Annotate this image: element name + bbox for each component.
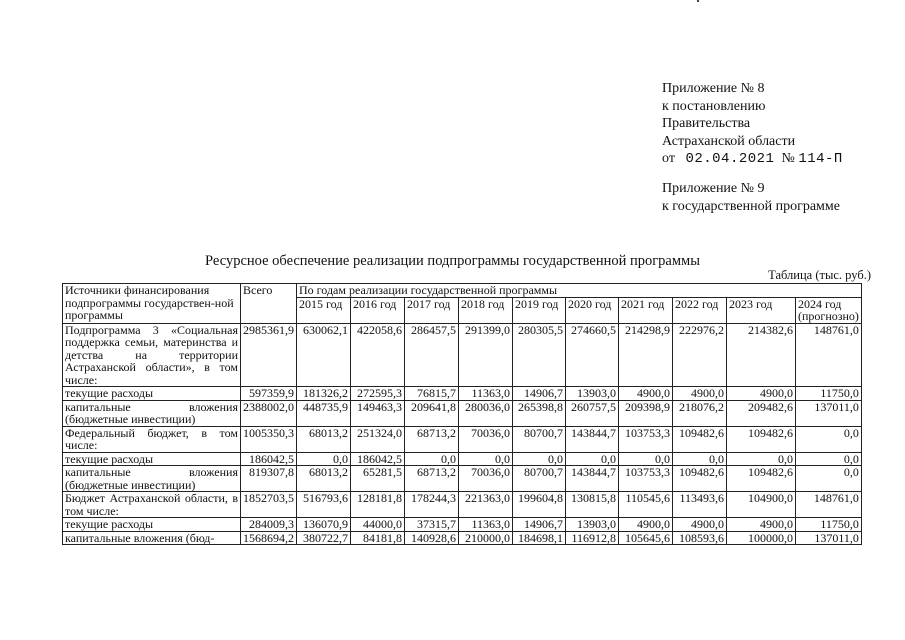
row-year-value: 100000,0: [727, 531, 796, 545]
header-year: 2024 год (прогнозно): [796, 297, 862, 323]
appendix-date: 02.04.2021: [685, 151, 775, 167]
row-year-value: 140928,6: [405, 531, 459, 545]
row-total: 2985361,9: [241, 323, 297, 387]
table-row: [63, 400, 862, 426]
row-total: 284009,3: [241, 518, 297, 532]
row-year-value: 37315,7: [405, 518, 459, 532]
row-year-value: 272595,3: [351, 387, 405, 401]
row-year-value: 130815,8: [566, 492, 619, 518]
row-year-value: 143844,7: [566, 466, 619, 492]
row-year-value: 181326,2: [297, 387, 351, 401]
table-row: [63, 387, 862, 401]
row-year-value: 422058,6: [351, 323, 405, 387]
row-year-value: 68713,2: [405, 426, 459, 452]
row-year-value: 0,0: [566, 452, 619, 466]
header-year: 2019 год: [513, 297, 566, 323]
row-year-value: 80700,7: [513, 466, 566, 492]
row-year-value: 104900,0: [727, 492, 796, 518]
header-year: 2021 год: [619, 297, 673, 323]
row-year-value: 68713,2: [405, 466, 459, 492]
row-source-label: текущие расходы: [63, 387, 241, 401]
row-total: 1005350,3: [241, 426, 297, 452]
row-year-value: 109482,6: [727, 426, 796, 452]
row-year-value: 11750,0: [796, 387, 862, 401]
table-row: [63, 426, 862, 452]
appendix-line-2: к постановлению: [662, 98, 766, 114]
header-year: 2020 год: [566, 297, 619, 323]
table-row: [63, 452, 862, 466]
row-year-value: 68013,2: [297, 426, 351, 452]
row-year-value: 199604,8: [513, 492, 566, 518]
row-year-value: 274660,5: [566, 323, 619, 387]
row-year-value: 218076,2: [673, 400, 727, 426]
row-total: 819307,8: [241, 466, 297, 492]
row-year-value: 11363,0: [459, 518, 513, 532]
row-year-value: 4900,0: [673, 387, 727, 401]
row-year-value: 103753,3: [619, 426, 673, 452]
appendix-number: 114-П: [798, 151, 843, 167]
row-source-label: текущие расходы: [63, 518, 241, 532]
row-year-value: 214382,6: [727, 323, 796, 387]
row-year-value: 137011,0: [796, 531, 862, 545]
date-prefix: от: [662, 151, 675, 166]
header-year: 2017 год: [405, 297, 459, 323]
row-year-value: 116912,8: [566, 531, 619, 545]
row-year-value: 0,0: [796, 426, 862, 452]
row-year-value: 14906,7: [513, 387, 566, 401]
resource-table: [62, 283, 862, 545]
row-year-value: 76815,7: [405, 387, 459, 401]
row-year-value: 13903,0: [566, 387, 619, 401]
header-year: 2022 год: [673, 297, 727, 323]
row-year-value: 210000,0: [459, 531, 513, 545]
row-year-value: 251324,0: [351, 426, 405, 452]
row-year-value: 103753,3: [619, 466, 673, 492]
row-year-value: 105645,6: [619, 531, 673, 545]
row-year-value: 84181,8: [351, 531, 405, 545]
row-year-value: 214298,9: [619, 323, 673, 387]
row-year-value: 209398,9: [619, 400, 673, 426]
row-year-value: 265398,8: [513, 400, 566, 426]
row-year-value: 113493,6: [673, 492, 727, 518]
row-year-value: 280305,5: [513, 323, 566, 387]
header-year: 2016 год: [351, 297, 405, 323]
appendix-line-4: Астраханской области: [662, 133, 796, 149]
table-row: [63, 466, 862, 492]
row-year-value: 143844,7: [566, 426, 619, 452]
appendix-line-1: Приложение № 8: [662, 81, 765, 96]
row-source-label: капитальные вложения (бюджетные инвестиции): [63, 466, 241, 492]
row-total: 1852703,5: [241, 492, 297, 518]
appendix2-line-2: к государственной программе: [662, 198, 840, 214]
row-year-value: 178244,3: [405, 492, 459, 518]
row-year-value: 14906,7: [513, 518, 566, 532]
row-year-value: 70036,0: [459, 426, 513, 452]
row-year-value: 80700,7: [513, 426, 566, 452]
row-year-value: 108593,6: [673, 531, 727, 545]
header-year: 2023 год: [727, 297, 796, 323]
row-year-value: 4900,0: [727, 387, 796, 401]
header-year: 2018 год: [459, 297, 513, 323]
row-total: 597359,9: [241, 387, 297, 401]
row-year-value: 148761,0: [796, 492, 862, 518]
table-caption: Таблица (тыс. руб.): [768, 268, 871, 282]
header-years-group: По годам реализации государственной программы: [297, 284, 862, 298]
row-year-value: 209641,8: [405, 400, 459, 426]
appendix-header: [662, 80, 843, 169]
row-year-value: 148761,0: [796, 323, 862, 387]
table-row: [63, 531, 862, 545]
row-year-value: 0,0: [796, 466, 862, 492]
row-year-value: 0,0: [727, 452, 796, 466]
row-year-value: 68013,2: [297, 466, 351, 492]
table-body: [63, 323, 862, 545]
row-year-value: 0,0: [673, 452, 727, 466]
row-year-value: 11363,0: [459, 387, 513, 401]
row-year-value: 630062,1: [297, 323, 351, 387]
row-year-value: 380722,7: [297, 531, 351, 545]
row-year-value: 4900,0: [619, 518, 673, 532]
row-year-value: 109482,6: [673, 466, 727, 492]
row-year-value: 110545,6: [619, 492, 673, 518]
row-total: 2388002,0: [241, 400, 297, 426]
row-year-value: 286457,5: [405, 323, 459, 387]
row-year-value: 209482,6: [727, 400, 796, 426]
row-year-value: 4900,0: [727, 518, 796, 532]
table-row: [63, 323, 862, 387]
row-source-label: текущие расходы: [63, 452, 241, 466]
row-year-value: 65281,5: [351, 466, 405, 492]
row-total: 1568694,2: [241, 531, 297, 545]
row-year-value: 448735,9: [297, 400, 351, 426]
row-year-value: 291399,0: [459, 323, 513, 387]
row-source-label: капитальные вложения (бюджетные инвестиции): [63, 400, 241, 426]
row-source-label: Бюджет Астраханской области, в том числе:: [63, 492, 241, 518]
row-year-value: 0,0: [796, 452, 862, 466]
row-year-value: 44000,0: [351, 518, 405, 532]
appendix-line-3: Правительства: [662, 116, 751, 131]
row-year-value: 11750,0: [796, 518, 862, 532]
document-title: Ресурсное обеспечение реализации подпрограммы государственной программы: [205, 253, 700, 269]
row-source-label: Подпрограмма 3 «Социальная поддержка семьи, материнства и детства на территории Астраханской области», в том числе:: [63, 323, 241, 387]
appendix2-line-1: Приложение № 9: [662, 181, 765, 196]
row-year-value: 13903,0: [566, 518, 619, 532]
row-year-value: 109482,6: [673, 426, 727, 452]
row-year-value: 70036,0: [459, 466, 513, 492]
row-year-value: 137011,0: [796, 400, 862, 426]
row-year-value: 136070,9: [297, 518, 351, 532]
row-year-value: 186042,5: [351, 452, 405, 466]
row-year-value: 128181,8: [351, 492, 405, 518]
appendix-date-line: [662, 150, 843, 169]
row-year-value: 280036,0: [459, 400, 513, 426]
row-year-value: 0,0: [459, 452, 513, 466]
appendix-9-header: [662, 180, 840, 215]
row-year-value: 0,0: [619, 452, 673, 466]
row-year-value: 149463,3: [351, 400, 405, 426]
row-year-value: 184698,1: [513, 531, 566, 545]
scan-speck: [697, 0, 699, 2]
row-year-value: 516793,6: [297, 492, 351, 518]
header-total: Всего: [241, 284, 297, 324]
row-source-label: Федеральный бюджет, в том числе:: [63, 426, 241, 452]
row-year-value: 0,0: [513, 452, 566, 466]
number-prefix: №: [781, 151, 795, 166]
row-year-value: 4900,0: [619, 387, 673, 401]
row-year-value: 260757,5: [566, 400, 619, 426]
row-year-value: 0,0: [297, 452, 351, 466]
row-year-value: 109482,6: [727, 466, 796, 492]
table-row: [63, 518, 862, 532]
row-year-value: 4900,0: [673, 518, 727, 532]
table-row: [63, 492, 862, 518]
row-year-value: 221363,0: [459, 492, 513, 518]
header-source: Источники финансирования подпрограммы государствен-ной программы: [63, 284, 241, 324]
row-source-label: капитальные вложения (бюд-: [63, 531, 241, 545]
row-year-value: 222976,2: [673, 323, 727, 387]
row-year-value: 0,0: [405, 452, 459, 466]
row-total: 186042,5: [241, 452, 297, 466]
header-year: 2015 год: [297, 297, 351, 323]
